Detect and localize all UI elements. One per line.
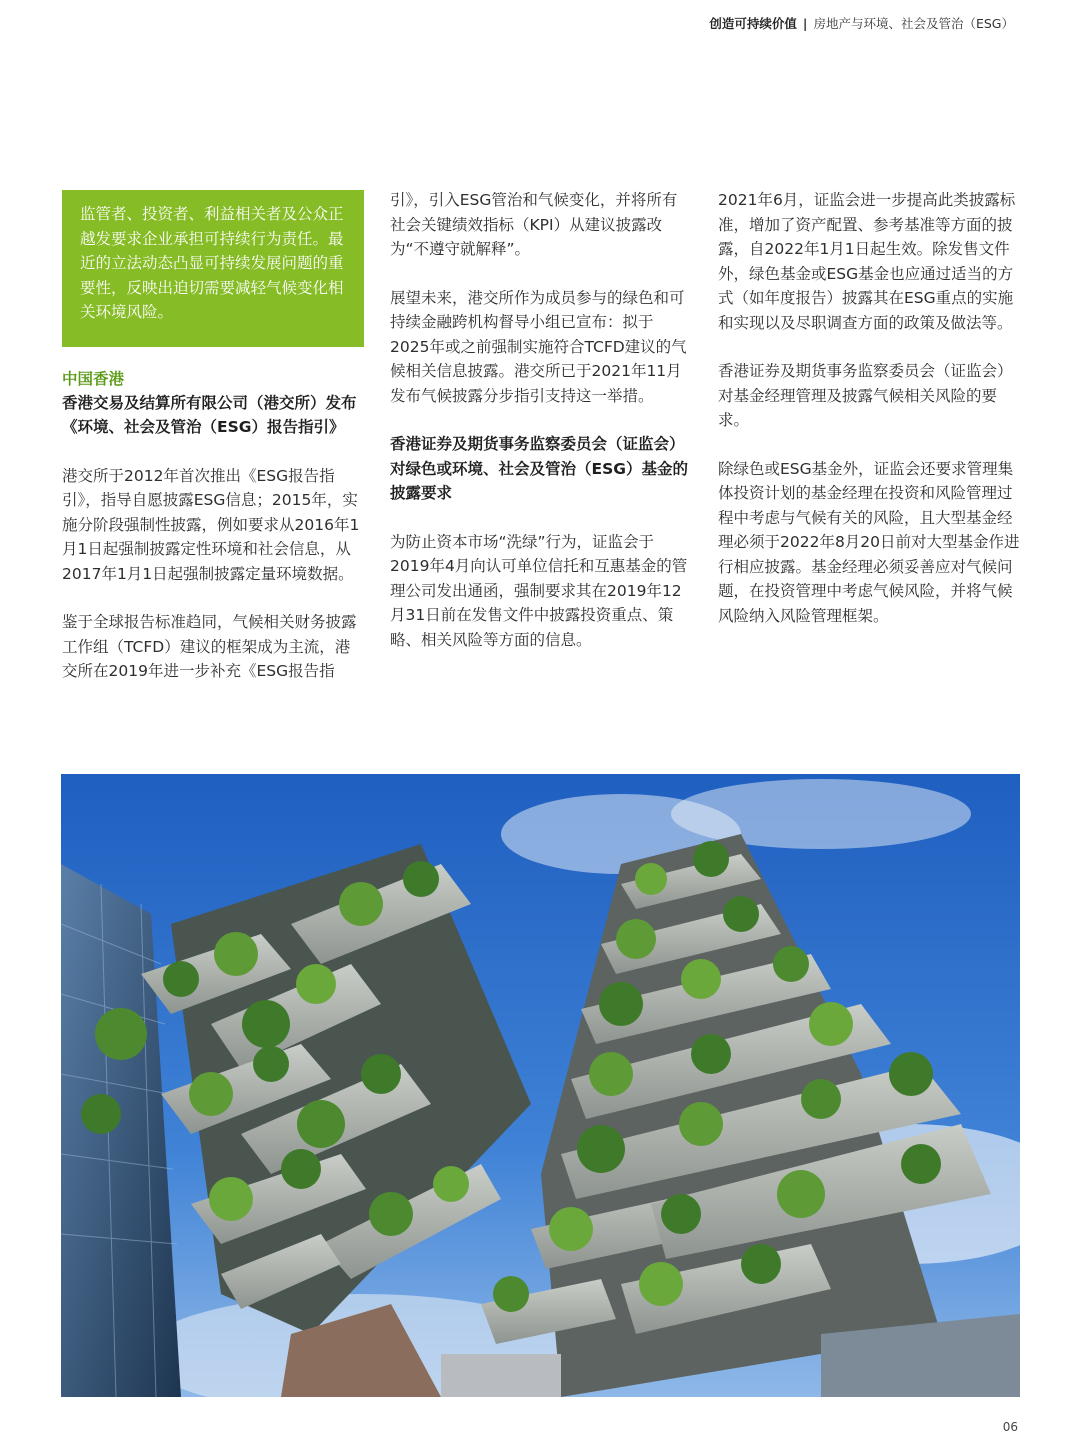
page-header (709, 14, 1014, 32)
hkex-heading: 香港交易及结算所有限公司（港交所）发布《环境、社会及管治（ESG）报告指引》 (62, 393, 357, 436)
column-2 (390, 188, 692, 676)
page-number: 06 (1002, 1420, 1018, 1434)
header-separator: | (802, 16, 808, 31)
column-3 (718, 188, 1020, 652)
col1-paragraph-1: 港交所于2012年首次推出《ESG报告指引》，指导自愿披露ESG信息；2015年，实施分阶段强制性披露，例如要求从2016年1月1日起强制披露定性环境和社会信息，从2017年1月1日起强制披露定量环境数据。 (62, 466, 360, 583)
vertical-forest-illustration (61, 774, 1020, 1397)
callout-text: 监管者、投资者、利益相关者及公众正越发要求企业承担可持续行为责任。最近的立法动态凸显可持续发展问题的重要性，反映出迫切需要减轻气候变化相关环境风险。 (80, 205, 344, 321)
col3-paragraph-3: 除绿色或ESG基金外，证监会还要求管理集体投资计划的基金经理在投资和风险管理过程中考虑与气候有关的风险，且大型基金经理必须于2022年8月20日前对大型基金作进行相应披露。基金经理必须妥善应对气候问题，在投资管理中考虑气候风险，并将气候风险纳入风险管理框架。 (718, 459, 1020, 625)
col3-paragraph-1: 2021年6月，证监会进一步提高此类披露标准，增加了资产配置、参考基准等方面的披露，自2022年1月1日起生效。除发售文件外，绿色基金或ESG基金也应通过适当的方式（如年度报告）披露其在ESG重点的实施和实现以及尽职调查方面的政策及做法等。 (718, 191, 1016, 332)
col3-paragraph-2: 香港证券及期货事务监察委员会（证监会）对基金经理管理及披露气候相关风险的要求。 (718, 362, 1013, 429)
col2-paragraph-3: 为防止资本市场“洗绿”行为，证监会于2019年4月向认可单位信托和互惠基金的管理公司发出通函，强制要求其在2019年12月31日前在发售文件中披露投资重点、策略、相关风险等方面的信息。 (390, 532, 688, 649)
region-label: 中国香港 (62, 369, 125, 388)
header-subtitle: 房地产与环境、社会及管治（ESG） (813, 16, 1014, 31)
col2-paragraph-2: 展望未来，港交所作为成员参与的绿色和可持续金融跨机构督导小组已宣布：拟于2025年或之前强制实施符合TCFD建议的气候相关信息披露。港交所已于2021年11月发布气候披露分步指引支持这一举措。 (390, 288, 687, 405)
foreground-building (441, 1354, 561, 1397)
col2-paragraph-1: 引》，引入ESG管治和气候变化，并将所有社会关键绩效指标（KPI）从建议披露改为“不遵守就解释”。 (390, 191, 678, 258)
cloud (671, 779, 971, 849)
col1-paragraph-2: 鉴于全球报告标准趋同，气候相关财务披露工作组（TCFD）建议的框架成为主流，港交所在2019年进一步补充《ESG报告指 (62, 613, 357, 680)
callout-box (62, 190, 364, 347)
sfc-heading: 香港证券及期货事务监察委员会（证监会）对绿色或环境、社会及管治（ESG）基金的披露要求 (390, 435, 688, 502)
vertical-forest-photo (61, 774, 1020, 1397)
column-1 (62, 190, 364, 708)
header-section: 创造可持续价值 (709, 16, 797, 31)
